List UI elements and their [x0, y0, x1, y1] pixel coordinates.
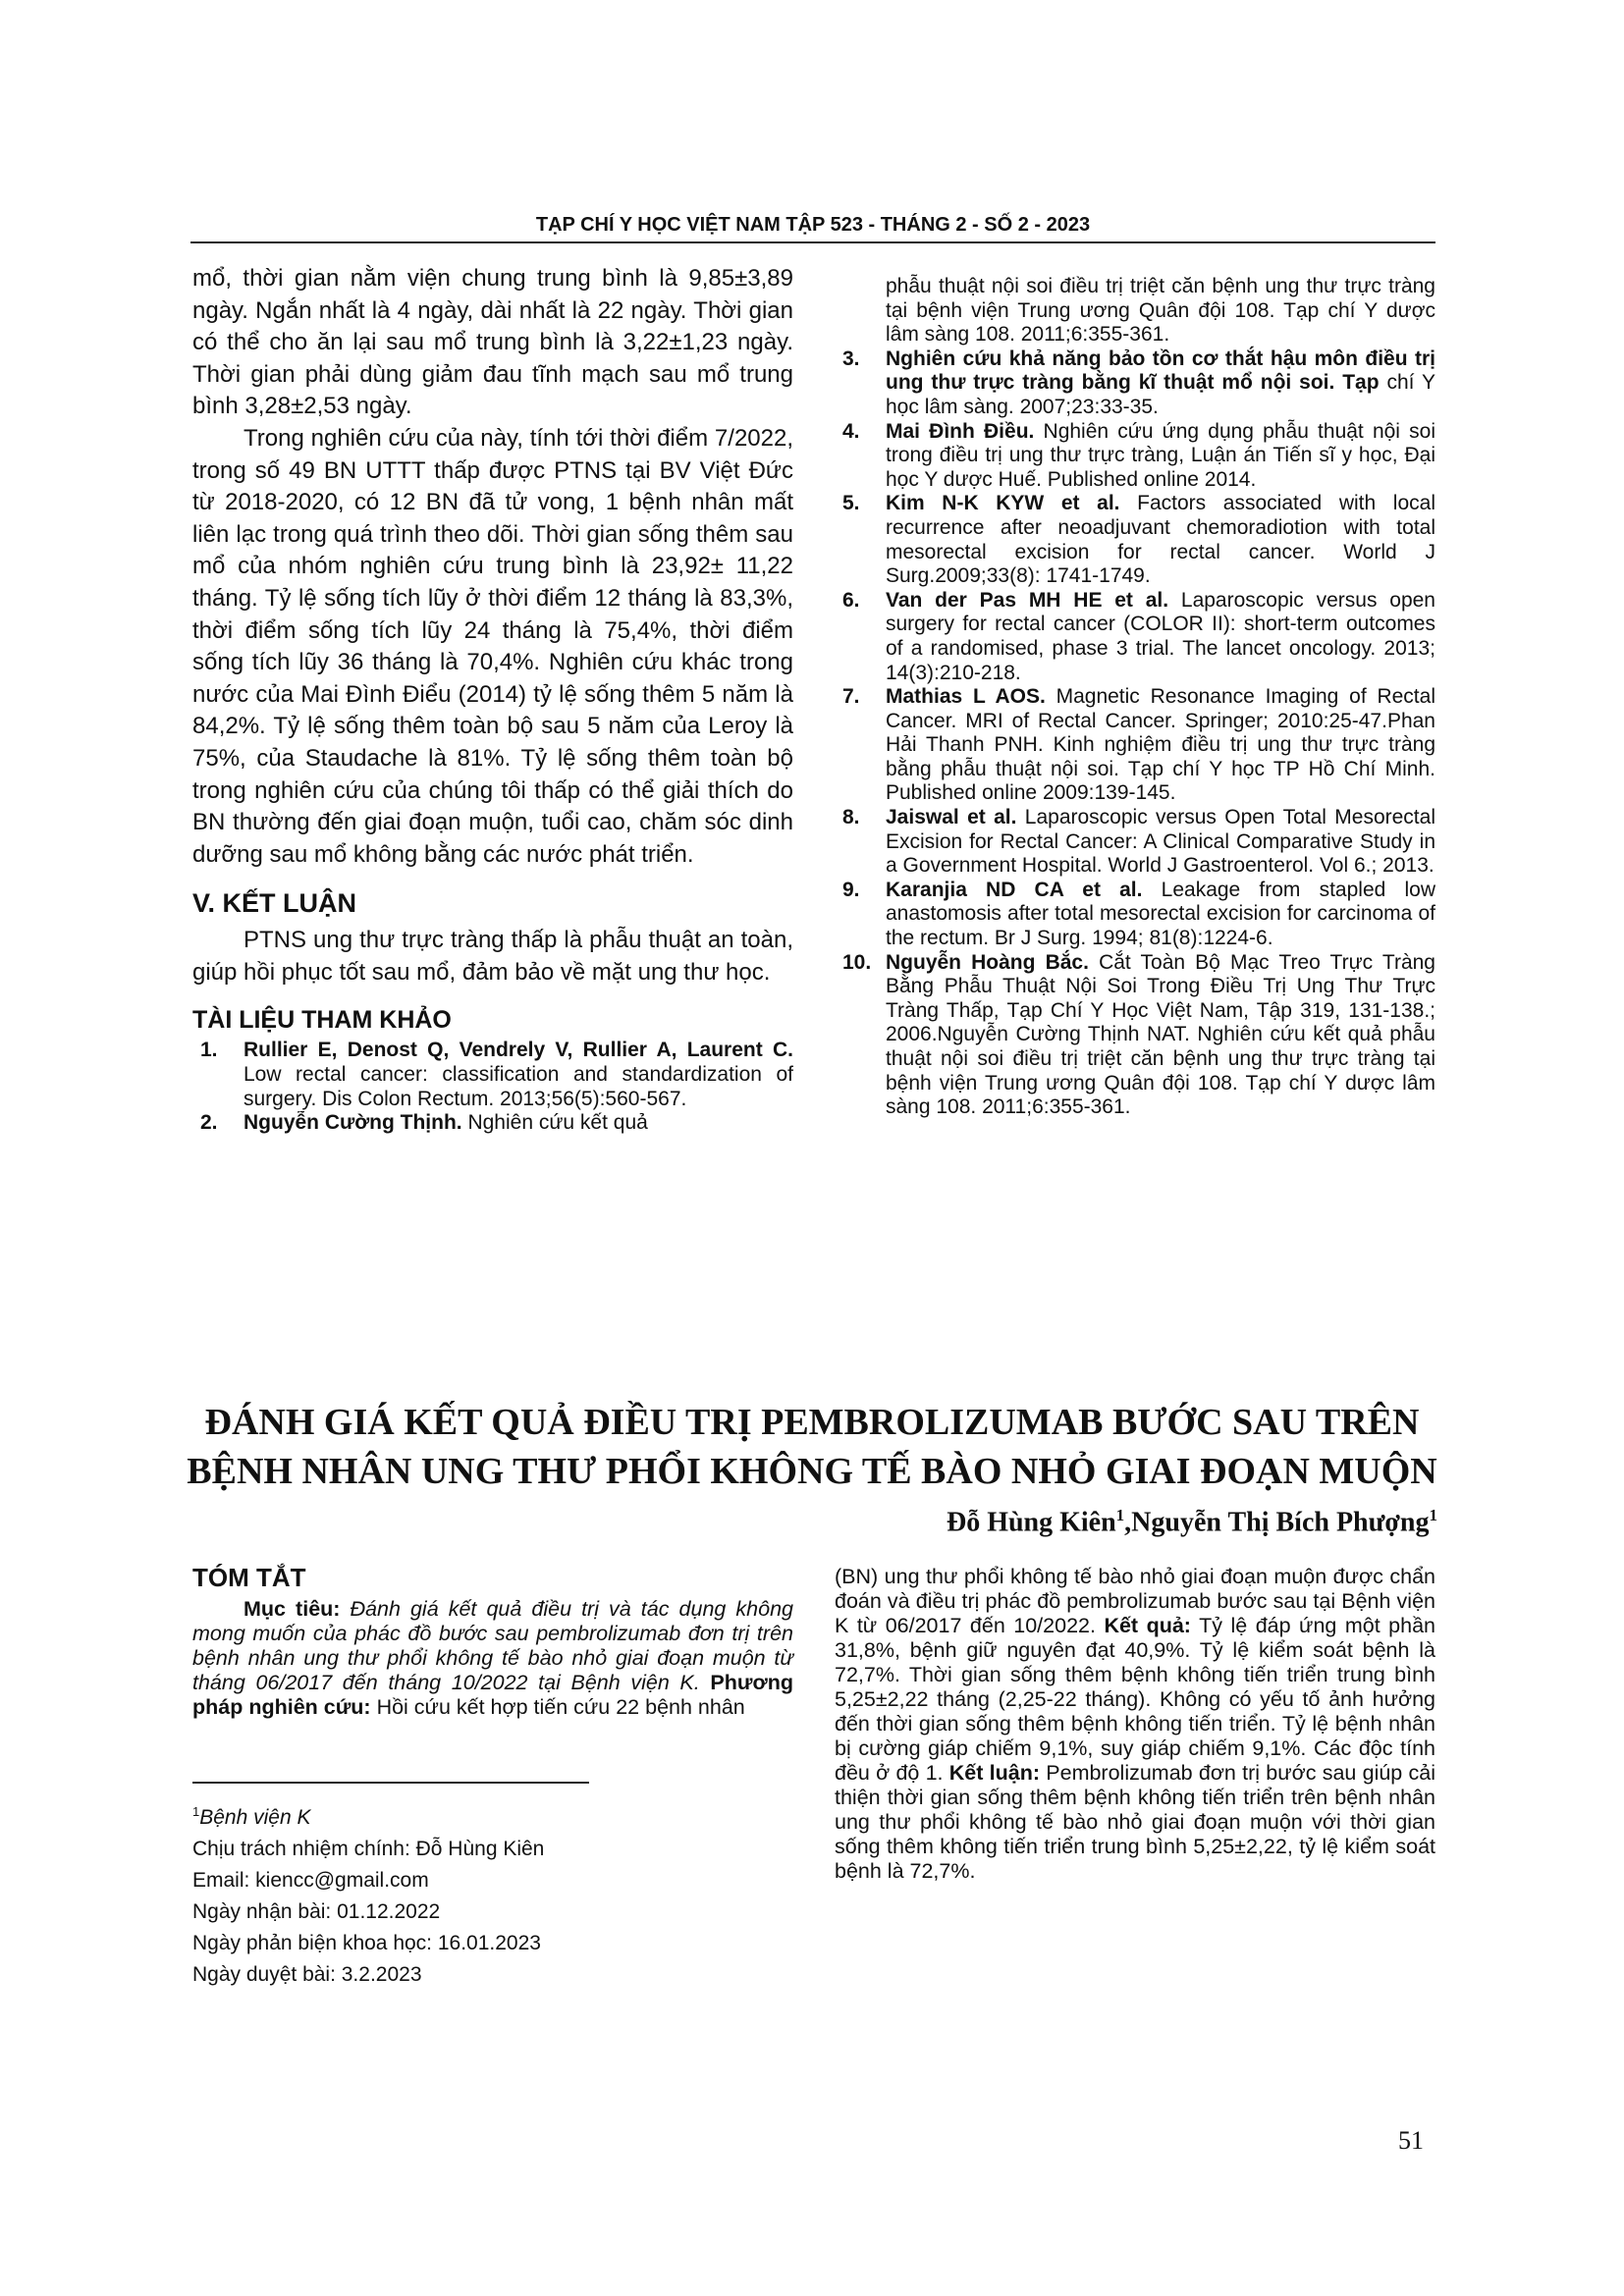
results-text: Tỷ lệ đáp ứng một phần 31,8%, bệnh giữ nguyên đạt 40,9%. Tỷ lệ kiểm soát bệnh là 72,7%. Thời gian sống thêm bệnh không tiến triển trung bình 5,25±2,22 tháng (2,25-22 tháng). Không có yếu tố ảnh hưởng đến thời gian sống thêm bệnh không tiến triển. Tỷ lệ bệnh nhân bị cường giáp chiếm 9,1%, suy giáp chiếm 9,1%. Các độc tính đều ở độ 1.: [835, 1614, 1436, 1785]
header-rule: [190, 241, 1435, 243]
reference-item: 5. Kim N-K KYW et al. Factors associated with local recurrence after neoadjuvant chemoradiotion with total mesorectal excision for rectal cancer. World J Surg.2009;33(8): 1741-1749.: [842, 492, 1435, 588]
reference-2-continued: phẫu thuật nội soi điều trị triệt căn bệnh ung thư trực tràng tại bệnh viện Trung ương Quân đội 108. Tạp chí Y dược lâm sàng 108. 2011;6:355-361.: [886, 275, 1435, 347]
reference-number: 2.: [200, 1111, 218, 1135]
review-date: Ngày phản biện khoa học: 16.01.2023: [192, 1932, 541, 1954]
objective-label: Mục tiêu:: [244, 1597, 341, 1621]
author-name: Nguyễn Thị Bích Phượng: [1131, 1507, 1430, 1538]
reference-authors: Nguyễn Cường Thịnh.: [244, 1111, 462, 1135]
abstract-right: [835, 1565, 1435, 1884]
title-line-1: ĐÁNH GIÁ KẾT QUẢ ĐIỀU TRỊ PEMBROLIZUMAB BƯỚC SAU TRÊN: [204, 1402, 1420, 1443]
author-affil-sup: 1: [1429, 1506, 1437, 1524]
email: Email: kiencc@gmail.com: [192, 1869, 429, 1892]
abstract-text-right: [835, 1565, 1435, 1884]
conclusion-text-abstract: Pembrolizumab đơn trị bước sau giúp cải thiện thời gian sống thêm bệnh không tiến triển trên bệnh nhân ung thư phổi không tế bào nhỏ giai đoạn muộn với thời gian sống thêm không tiến triển trung bình 5,25±2,22, tỷ lệ kiểm soát bệnh là 72,7%.: [835, 1761, 1435, 1883]
references-left: [192, 1039, 793, 1135]
reference-item: 4. Mai Đình Điều. Nghiên cứu ứng dụng phẫu thuật nội soi trong điều trị ung thư trực tràng, Luận án Tiến sĩ y học, Đại học Y dược Huế. Published online 2014.: [842, 419, 1435, 491]
reference-item: [192, 1039, 793, 1111]
methods-text: Hồi cứu kết hợp tiến cứu 22 bệnh nhân: [370, 1695, 745, 1719]
reference-item: 8. Jaiswal et al. Laparoscopic versus Open Total Mesorectal Excision for Rectal Cancer: A Clinical Comparative Study in a Government Hospital. World J Gastroenterol. Vol 6.; 2013.: [842, 806, 1435, 878]
methods-label: Phương pháp nghiên cứu:: [192, 1671, 793, 1719]
footnote-rule: [192, 1782, 589, 1784]
reference-text: Nghiên cứu kết quả: [461, 1111, 648, 1135]
article-authors: Đỗ Hùng Kiên$^1$,Nguyễn Thị Bích Phượng$^1$: [946, 1506, 1437, 1538]
abstract-left: [192, 1563, 793, 1720]
reference-item: 9. Karanjia ND CA et al. Leakage from stapled low anastomosis after total mesorectal excision for carcinoma of the rectum. Br J Surg. 1994; 81(8):1224-6.: [842, 878, 1435, 950]
left-column: [192, 263, 793, 1136]
page-number: 51: [1398, 2126, 1424, 2155]
conclusion-body: [192, 925, 793, 988]
paragraph-continued: mổ, thời gian nằm viện chung trung bình là 9,85±3,89 ngày. Ngắn nhất là 4 ngày, dài nhất là 22 ngày. Thời gian có thể cho ăn lại sau mổ trung bình là 3,22±1,23 ngày. Thời gian phải dùng giảm đau tĩnh mạch sau mổ trung bình 3,28±2,53 ngày.: [192, 265, 793, 420]
reference-item: 7. Mathias L AOS. Magnetic Resonance Imaging of Rectal Cancer. MRI of Rectal Cancer. Springer; 2010:25-47.Phan Hải Thanh PNH. Kinh nghiệm điều trị ung thư trực tràng bằng phẫu thuật nội soi. Tạp chí Y học TP Hồ Chí Minh. Published online 2009:139-145.: [842, 685, 1435, 805]
right-column: [835, 275, 1435, 1120]
reference-text: Low rectal cancer: classification and standardization of surgery. Dis Colon Rectum. 2013;56(5):560-567.: [244, 1063, 793, 1110]
conclusion-label: Kết luận:: [948, 1761, 1041, 1785]
methods-continued: (BN) ung thư phổi không tế bào nhỏ giai đoạn muộn được chẩn đoán và điều trị phác đồ pembrolizumab bước sau tại Bệnh viện K từ 06/2017 đến 10/2022.: [835, 1565, 1435, 1637]
reference-item: 3. Nghiên cứu khả năng bảo tồn cơ thắt hậu môn điều trị ung thư trực tràng bằng kĩ thuật mổ nội soi. Tạp chí Y học lâm sàng. 2007;23:33-35.: [842, 347, 1436, 418]
footnotes: [192, 1796, 605, 1991]
reference-item: [192, 1111, 793, 1136]
corresponding-author: Chịu trách nhiệm chính: Đỗ Hùng Kiên: [192, 1838, 545, 1860]
article-title: [157, 1398, 1467, 1496]
references-right: [835, 275, 1435, 1120]
objective-text: Đánh giá kết quả điều trị và tác dụng không mong muốn của phác đồ bước sau pembrolizumab đơn trị trên bệnh nhân ung thư phổi không tế bào nhỏ giai đoạn muộn từ tháng 06/2017 đến tháng 10/2022 tại Bệnh viện K.: [192, 1597, 794, 1694]
abstract-heading: TÓM TẮT: [192, 1563, 306, 1592]
reference-item: 6. Van der Pas MH HE et al. Laparoscopic versus open surgery for rectal cancer (COLOR II): short-term outcomes of a randomised, phase 3 trial. The lancet oncology. 2013; 14(3):210-218.: [842, 588, 1435, 684]
results-label: Kết quả:: [1104, 1614, 1191, 1637]
affiliation: $^1$Bệnh viện K: [192, 1804, 311, 1829]
conclusion-heading: V. KẾT LUẬN: [192, 888, 357, 919]
reference-item: 10. Nguyễn Hoàng Bắc. Cắt Toàn Bộ Mạc Treo Trực Tràng Bằng Phẫu Thuật Nội Soi Trong Điều Trị Ung Thư Trực Tràng Thấp, Tạp Chí Y Học Việt Nam, Tập 319, 131-138.; 2006.Nguyễn Cường Thịnh NAT. Nghiên cứu kết quả phẫu thuật nội soi điều trị triệt căn bệnh ung thư trực tràng tại bệnh viện Trung ương Quân đội 108. Tạp chí Y dược lâm sàng 108. 2011;6:355-361.: [842, 950, 1435, 1119]
approval-date: Ngày duyệt bài: 3.2.2023: [192, 1963, 422, 1986]
reference-authors: Rullier E, Denost Q, Vendrely V, Rullier A, Laurent C.: [244, 1039, 793, 1062]
title-line-2: BỆNH NHÂN UNG THƯ PHỔI KHÔNG TẾ BÀO NHỎ GIAI ĐOẠN MUỘN: [187, 1451, 1437, 1492]
left-body: [192, 263, 793, 871]
author-name: Đỗ Hùng Kiên: [946, 1507, 1116, 1538]
abstract-text-left: [192, 1597, 793, 1720]
author-affil-sup: 1: [1115, 1506, 1125, 1524]
received-date: Ngày nhận bài: 01.12.2022: [192, 1900, 441, 1923]
paragraph-survival: Trong nghiên cứu của này, tính tới thời điểm 7/2022, trong số 49 BN UTTT thấp được PTNS tại BV Việt Đức từ 2018-2020, có 12 BN đã tử vong, 1 bệnh nhân mất liên lạc trong quá trình theo dõi. Thời gian sống thêm sau mổ của nhóm nghiên cứu trung bình là 23,92± 11,22 tháng. Tỷ lệ sống tích lũy ở thời điểm 12 tháng là 83,3%, thời điểm sống tích lũy 24 tháng là 75,4%, thời điểm sống tích lũy 36 tháng là 70,4%. Nghiên cứu khác trong nước của Mai Đình Điểu (2014) tỷ lệ sống thêm 5 năm là 84,2%. Tỷ lệ sống thêm toàn bộ sau 5 năm của Leroy là 75%, của Staudache là 81%. Tỷ lệ sống thêm toàn bộ trong nghiên cứu của chúng tôi thấp có thể giải thích do BN thường đến giai đoạn muộn, tuổi cao, chăm sóc dinh dưỡng sau mổ không bằng các nước phát triển.: [192, 424, 793, 868]
reference-number: 1.: [200, 1039, 218, 1062]
conclusion-text: PTNS ung thư trực tràng thấp là phẫu thuật an toàn, giúp hồi phục tốt sau mổ, đảm bảo về mặt ung thư học.: [192, 927, 793, 986]
references-heading: TÀI LIỆU THAM KHẢO: [192, 1006, 452, 1035]
running-header: TẠP CHÍ Y HỌC VIỆT NAM TẬP 523 - THÁNG 2 - SỐ 2 - 2023: [535, 214, 1091, 236]
